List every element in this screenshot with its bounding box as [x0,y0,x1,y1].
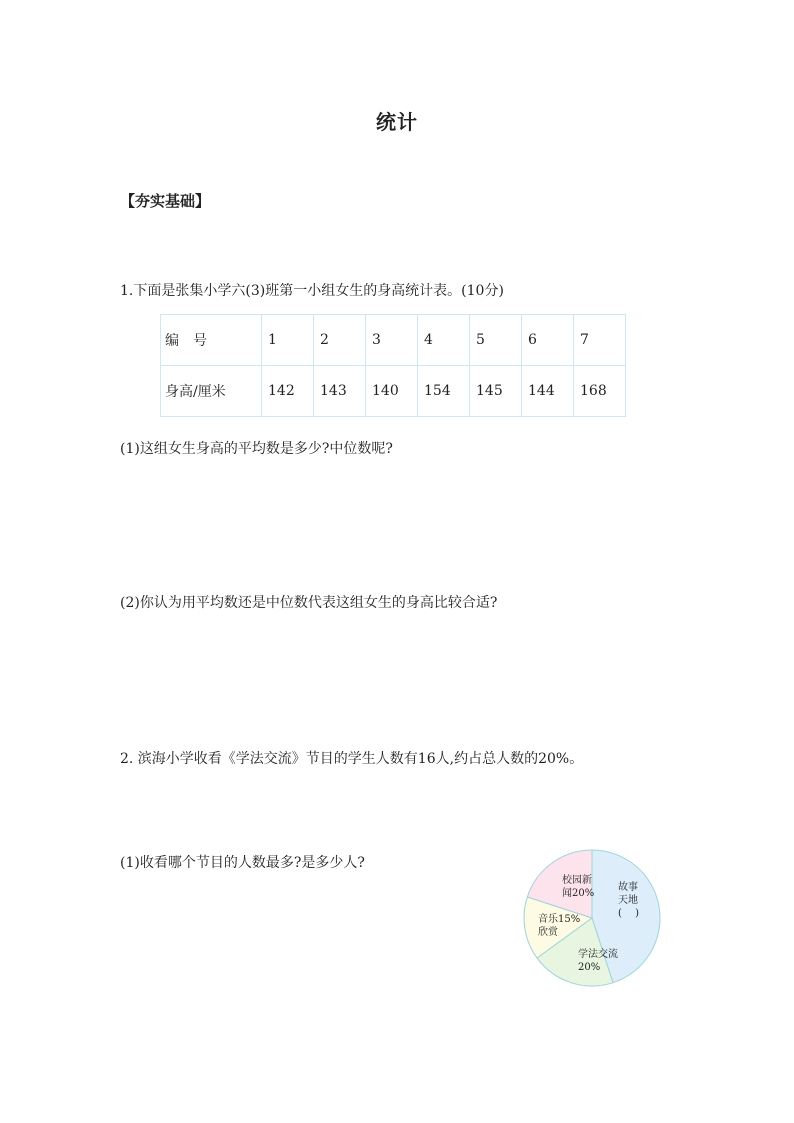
pie-slice-label: 学法交流 [578,949,618,960]
question-2-part-1: (1)收看哪个节目的人数最多?是多少人? [120,855,365,871]
question-1: 1.下面是张集小学六(3)班第一小组女生的身高统计表。(10分) [120,283,504,299]
table-row [161,366,626,417]
pie-slice-label: 欣赏 [538,927,558,938]
pie-slice-label: 故事 [618,882,638,893]
pie-slice-label: 音乐15% [538,914,581,925]
table-cell: 140 [366,366,418,417]
table-cell: 1 [262,315,314,366]
table-cell: 168 [574,366,626,417]
table-cell: 154 [418,366,470,417]
pie-slice-label: 校园新 [562,875,592,886]
pie-slice-label: ( ) [618,908,639,919]
section-heading: 【夯实基础】 [120,192,211,210]
row-label-number: 编 号 [161,315,262,366]
pie-slice-label: 20% [578,962,601,973]
table-cell: 145 [470,366,522,417]
table-cell: 142 [262,366,314,417]
question-1-part-1: (1)这组女生身高的平均数是多少?中位数呢? [120,441,393,457]
table-cell: 7 [574,315,626,366]
pie-slice-label: 闻20% [562,888,595,899]
height-table [160,314,626,417]
table-cell: 6 [522,315,574,366]
table-cell: 5 [470,315,522,366]
pie-slice-label: 天地 [618,895,638,906]
page-title: 统计 [376,110,418,134]
table-cell: 144 [522,366,574,417]
table-cell: 3 [366,315,418,366]
question-2: 2. 滨海小学收看《学法交流》节目的学生人数有16人,约占总人数的20%。 [120,751,584,767]
pie-chart [520,846,664,990]
table-cell: 143 [314,366,366,417]
table-cell: 4 [418,315,470,366]
table-row [161,315,626,366]
question-1-part-2: (2)你认为用平均数还是中位数代表这组女生的身高比较合适? [120,595,498,611]
row-label-height: 身高/厘米 [161,366,262,417]
table-cell: 2 [314,315,366,366]
